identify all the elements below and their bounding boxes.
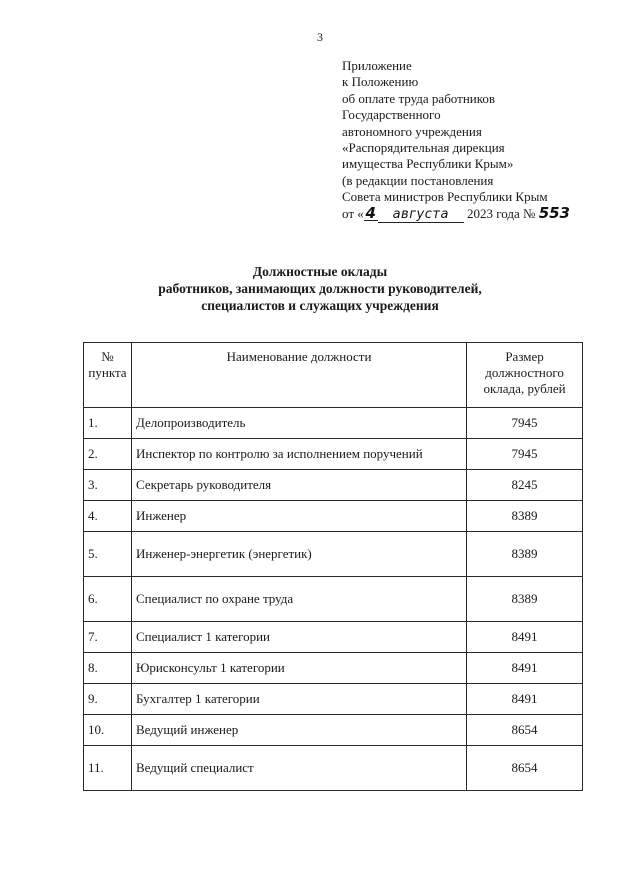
position-name: Ведущий специалист [131,746,466,791]
title-line: специалистов и служащих учреждения [201,298,439,313]
appendix-line: Государственного [342,107,441,123]
column-header-number [84,343,132,408]
table-row [84,532,583,577]
header-line: пункта [88,365,127,380]
position-name: Специалист по охране труда [131,577,466,622]
row-number: 5. [84,532,132,577]
table-row [84,470,583,501]
row-number: 1. [84,408,132,439]
row-number: 10. [84,715,132,746]
salary-amount: 8654 [467,746,583,791]
position-name: Специалист 1 категории [131,622,466,653]
handwritten-day: 4 [365,203,376,222]
appendix-line: Совета министров Республики Крым [342,189,548,205]
title-line: Должностные оклады [252,264,388,279]
salary-table [83,342,583,791]
handwritten-decree-number: 553 [538,203,570,222]
column-header-salary [467,343,583,408]
row-number: 9. [84,684,132,715]
salary-amount: 8389 [467,577,583,622]
table-row [84,408,583,439]
salary-amount: 8245 [467,470,583,501]
title-line: работников, занимающих должности руководителей, [158,281,482,296]
appendix-line: об оплате труда работников [342,90,496,106]
salary-amount: 7945 [467,408,583,439]
salary-amount: 8491 [467,653,583,684]
appendix-line: (в редакции постановления [342,172,494,188]
appendix-line: к Положению [342,74,419,90]
appendix-line: автономного учреждения [342,123,482,139]
table-row [84,501,583,532]
position-name: Секретарь руководителя [131,470,466,501]
table-row [84,715,583,746]
salary-amount: 8491 [467,684,583,715]
table-header-row [84,343,583,408]
appendix-header [342,58,573,223]
date-year-text: 2023 года № [467,205,536,221]
salary-amount: 8389 [467,501,583,532]
header-line: № [101,349,114,364]
salary-amount: 7945 [467,439,583,470]
row-number: 11. [84,746,132,791]
decree-date-line [342,203,573,223]
date-prefix: от « [342,205,364,221]
row-number: 6. [84,577,132,622]
appendix-line: «Распорядительная дирекция [342,140,505,156]
header-line: должностного [485,365,564,380]
position-name: Ведущий инженер [131,715,466,746]
table-row [84,746,583,791]
row-number: 3. [84,470,132,501]
position-name: Юрисконсульт 1 категории [131,653,466,684]
header-line: Размер [505,349,544,364]
position-name: Инженер-энергетик (энергетик) [131,532,466,577]
table-row [84,439,583,470]
appendix-line: Приложение [342,58,412,73]
row-number: 7. [84,622,132,653]
row-number: 2. [84,439,132,470]
document-title [0,263,640,314]
position-name: Инспектор по контролю за исполнением поручений [131,439,466,470]
table-row [84,684,583,715]
page-number: 3 [317,30,323,44]
row-number: 8. [84,653,132,684]
row-number: 4. [84,501,132,532]
table-row [84,622,583,653]
salary-amount: 8491 [467,622,583,653]
position-name: Делопроизводитель [131,408,466,439]
appendix-line: имущества Республики Крым» [342,156,514,172]
position-name: Инженер [131,501,466,532]
table-row [84,653,583,684]
column-header-position: Наименование должности [131,343,466,408]
handwritten-month: августа [378,208,464,223]
salary-amount: 8389 [467,532,583,577]
position-name: Бухгалтер 1 категории [131,684,466,715]
salary-amount: 8654 [467,715,583,746]
table-row [84,577,583,622]
header-line: оклада, рублей [483,381,566,396]
